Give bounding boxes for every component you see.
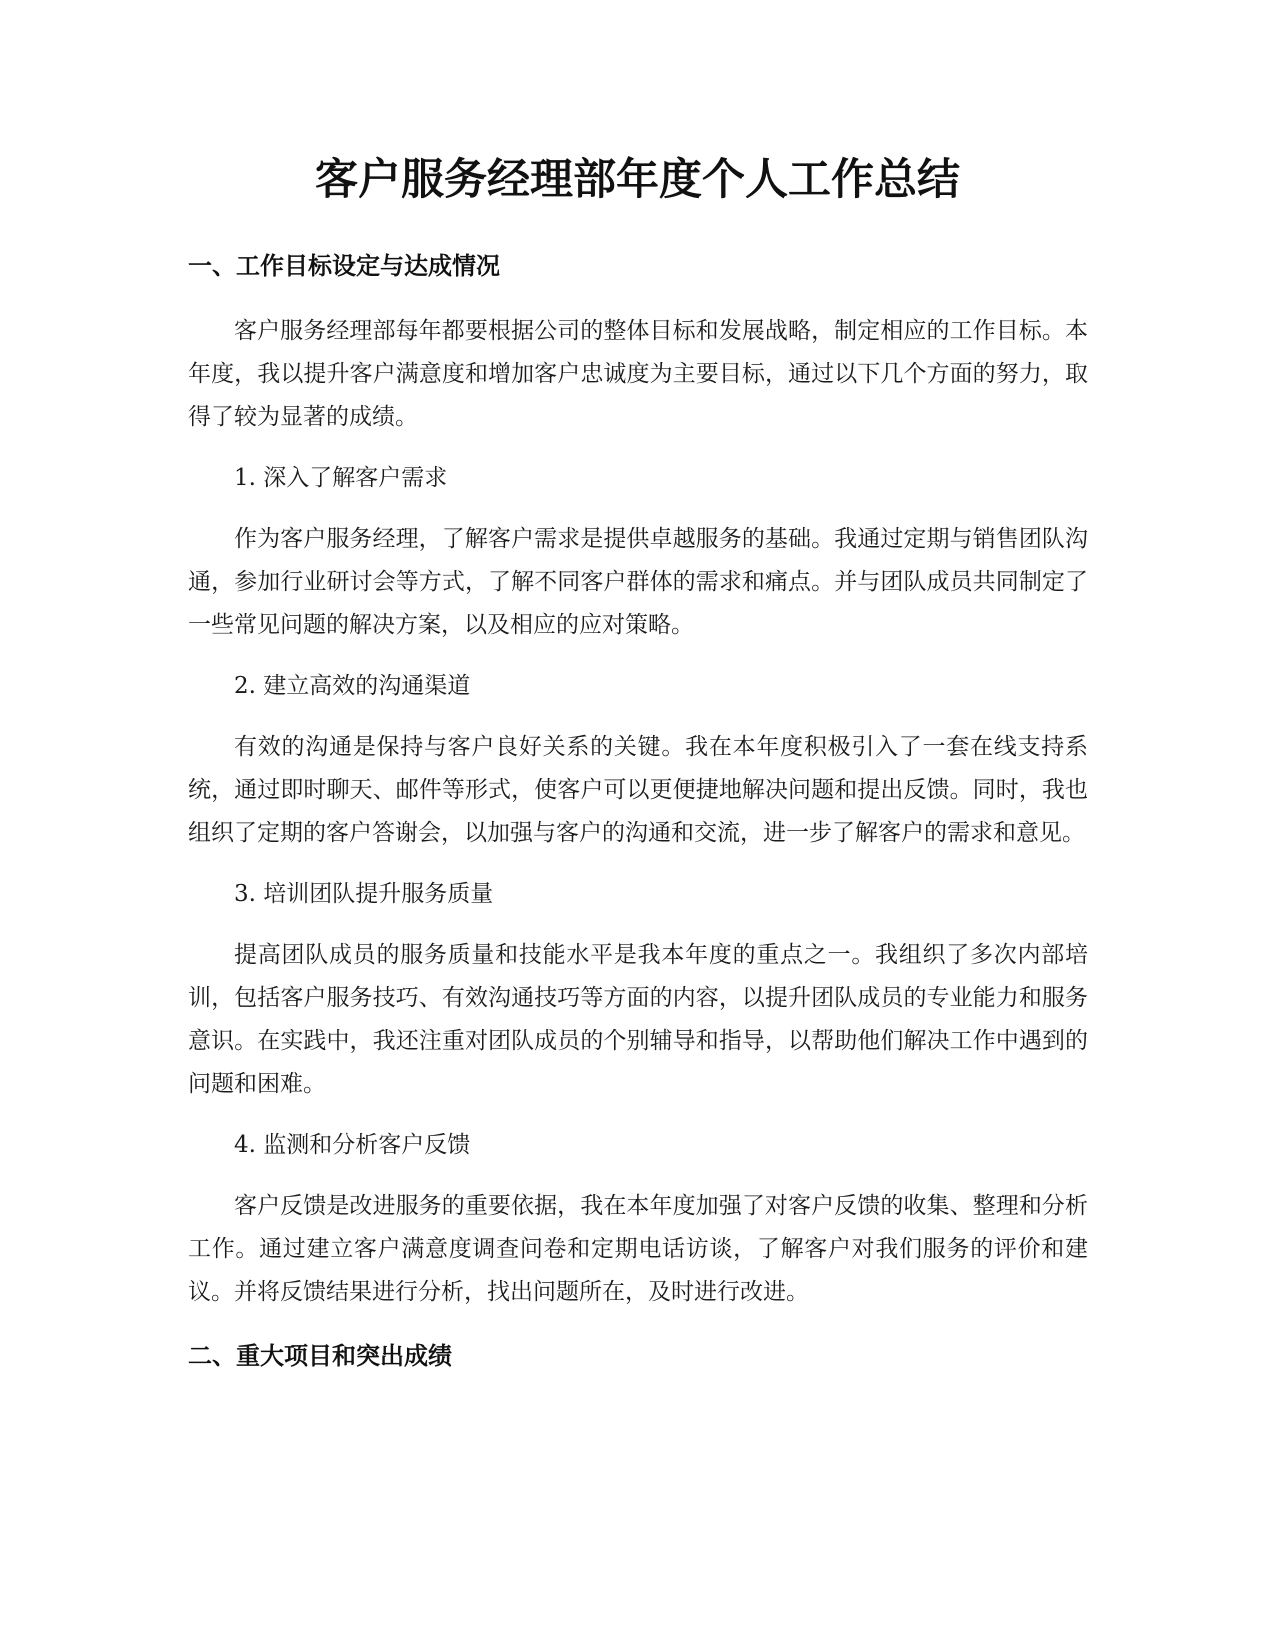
item-3-body: 提高团队成员的服务质量和技能水平是我本年度的重点之一。我组织了多次内部培训，包括客户服务技巧、有效沟通技巧等方面的内容，以提升团队成员的专业能力和服务意识。在实践中，我还注重对团队成员的个别辅导和指导，以帮助他们解决工作中遇到的问题和困难。 xyxy=(188,942,1088,1097)
item-2-body: 有效的沟通是保持与客户良好关系的关键。我在本年度积极引入了一套在线支持系统，通过即时聊天、邮件等形式，使客户可以更便捷地解决问题和提出反馈。同时，我也组织了定期的客户答谢会，以加强与客户的沟通和交流，进一步了解客户的需求和意见。 xyxy=(188,734,1088,846)
document-body xyxy=(188,246,1088,1376)
item-1-title: 1. 深入了解客户需求 xyxy=(234,465,448,491)
section-heading-2: 二、重大项目和突出成绩 xyxy=(188,1342,452,1370)
section-heading-1: 一、工作目标设定与达成情况 xyxy=(188,252,500,280)
section-1-intro: 客户服务经理部每年都要根据公司的整体目标和发展战略，制定相应的工作目标。本年度，我以提升客户满意度和增加客户忠诚度为主要目标，通过以下几个方面的努力，取得了较为显著的成绩。 xyxy=(188,318,1088,430)
item-1-body: 作为客户服务经理，了解客户需求是提供卓越服务的基础。我通过定期与销售团队沟通，参加行业研讨会等方式，了解不同客户群体的需求和痛点。并与团队成员共同制定了一些常见问题的解决方案，以及相应的应对策略。 xyxy=(188,526,1088,638)
item-2-title: 2. 建立高效的沟通渠道 xyxy=(234,673,471,699)
item-4-body: 客户反馈是改进服务的重要依据，我在本年度加强了对客户反馈的收集、整理和分析工作。通过建立客户满意度调查问卷和定期电话访谈，了解客户对我们服务的评价和建议。并将反馈结果进行分析，找出问题所在，及时进行改进。 xyxy=(188,1193,1088,1305)
item-3-title: 3. 培训团队提升服务质量 xyxy=(234,881,494,907)
item-4-title: 4. 监测和分析客户反馈 xyxy=(234,1132,471,1158)
document-title: 客户服务经理部年度个人工作总结 xyxy=(315,155,960,205)
